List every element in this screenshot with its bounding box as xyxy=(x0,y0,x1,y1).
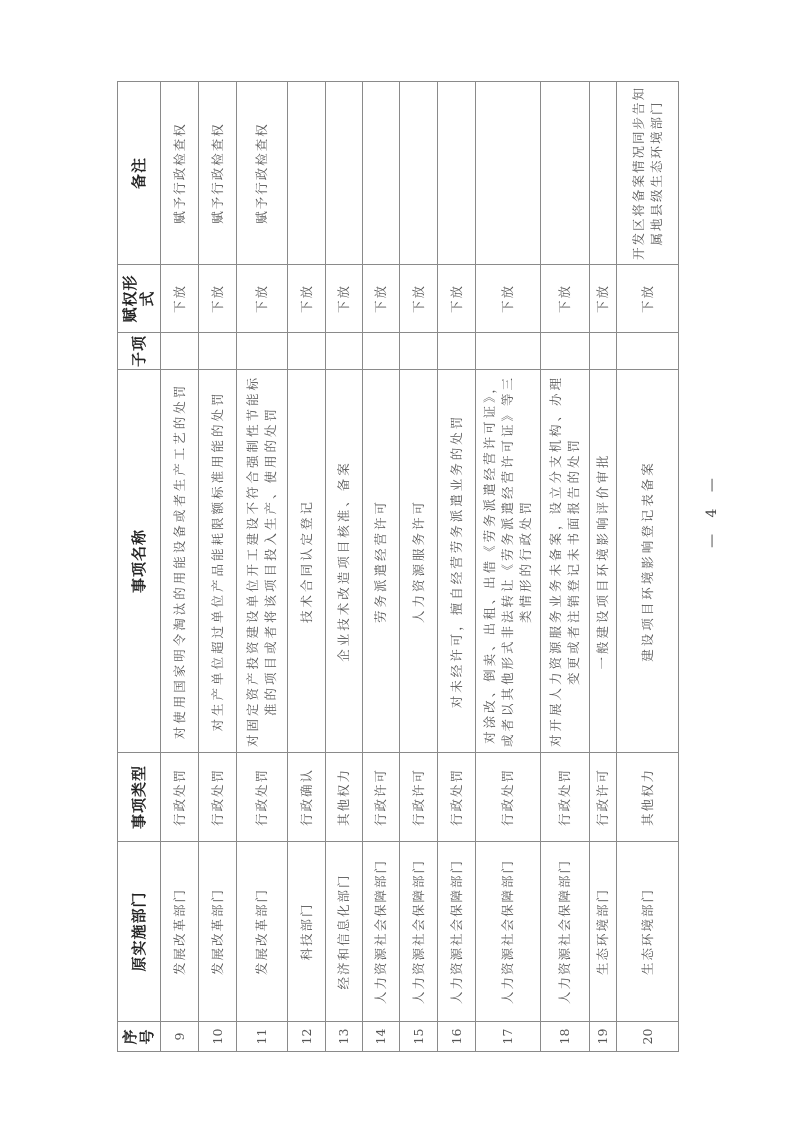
cell-seq: 17 xyxy=(476,1022,541,1052)
header-name: 事项名称 xyxy=(118,370,161,753)
cell-seq: 12 xyxy=(288,1022,326,1052)
cell-form: 下放 xyxy=(590,265,617,333)
cell-sub xyxy=(400,333,438,370)
cell-form: 下放 xyxy=(326,265,363,333)
table-row xyxy=(541,82,590,1052)
table-row xyxy=(363,82,400,1052)
cell-sub xyxy=(476,333,541,370)
table-row xyxy=(326,82,363,1052)
cell-seq: 15 xyxy=(400,1022,438,1052)
cell-name: 建设项目环境影响登记表备案 xyxy=(617,370,679,753)
cell-type: 行政处罚 xyxy=(476,753,541,842)
cell-dept: 人力资源社会保障部门 xyxy=(476,842,541,1022)
cell-form: 下放 xyxy=(288,265,326,333)
cell-type: 行政许可 xyxy=(363,753,400,842)
table-row xyxy=(400,82,438,1052)
cell-seq: 9 xyxy=(161,1022,199,1052)
cell-seq: 10 xyxy=(199,1022,237,1052)
cell-dept: 科技部门 xyxy=(288,842,326,1022)
cell-note xyxy=(326,82,363,265)
cell-type: 行政确认 xyxy=(288,753,326,842)
cell-sub xyxy=(617,333,679,370)
cell-sub xyxy=(326,333,363,370)
cell-name: 对使用国家明令淘汰的用能设备或者生产工艺的处罚 xyxy=(161,370,199,753)
cell-name: 对涂改、倒卖、出租、出借《劳务派遣经营许可证》，或者以其他形式非法转让《劳务派遣经营许可证》等三类情形的行政处罚 xyxy=(476,370,541,753)
table-row xyxy=(438,82,476,1052)
cell-note xyxy=(400,82,438,265)
rotated-table-wrapper xyxy=(117,82,678,1052)
cell-seq: 13 xyxy=(326,1022,363,1052)
table-row xyxy=(161,82,199,1052)
cell-type: 行政许可 xyxy=(590,753,617,842)
cell-sub xyxy=(237,333,288,370)
cell-note: 开发区将备案情况同步告知属地县级生态环境部门 xyxy=(617,82,679,265)
cell-type: 其他权力 xyxy=(617,753,679,842)
cell-sub xyxy=(288,333,326,370)
cell-seq: 20 xyxy=(617,1022,679,1052)
table-row xyxy=(288,82,326,1052)
cell-form: 下放 xyxy=(161,265,199,333)
cell-note xyxy=(438,82,476,265)
page-number: — 4 — xyxy=(704,472,720,548)
cell-form: 下放 xyxy=(363,265,400,333)
cell-form: 下放 xyxy=(400,265,438,333)
cell-name: 对生产单位超过单位产品能耗限额标准用能的处罚 xyxy=(199,370,237,753)
header-dept: 原实施部门 xyxy=(118,842,161,1022)
cell-form: 下放 xyxy=(199,265,237,333)
cell-type: 行政处罚 xyxy=(237,753,288,842)
cell-dept: 生态环境部门 xyxy=(617,842,679,1022)
cell-dept: 发展改革部门 xyxy=(199,842,237,1022)
cell-note: 赋予行政检查权 xyxy=(161,82,199,265)
cell-name: 劳务派遣经营许可 xyxy=(363,370,400,753)
cell-note xyxy=(590,82,617,265)
header-type: 事项类型 xyxy=(118,753,161,842)
cell-sub xyxy=(438,333,476,370)
cell-form: 下放 xyxy=(237,265,288,333)
cell-dept: 人力资源社会保障部门 xyxy=(438,842,476,1022)
cell-seq: 18 xyxy=(541,1022,590,1052)
cell-name: 人力资源服务许可 xyxy=(400,370,438,753)
header-form: 赋权形式 xyxy=(118,265,161,333)
cell-name: 企业技术改造项目核准、备案 xyxy=(326,370,363,753)
cell-type: 行政许可 xyxy=(400,753,438,842)
cell-sub xyxy=(161,333,199,370)
cell-type: 其他权力 xyxy=(326,753,363,842)
cell-name: 技术合同认定登记 xyxy=(288,370,326,753)
cell-dept: 人力资源社会保障部门 xyxy=(541,842,590,1022)
cell-sub xyxy=(363,333,400,370)
header-seq: 序号 xyxy=(118,1022,161,1052)
cell-dept: 经济和信息化部门 xyxy=(326,842,363,1022)
cell-form: 下放 xyxy=(438,265,476,333)
cell-seq: 14 xyxy=(363,1022,400,1052)
cell-seq: 16 xyxy=(438,1022,476,1052)
cell-name: 对开展人力资源服务业务未备案，设立分支机构、办理变更或者注销登记未书面报告的处罚 xyxy=(541,370,590,753)
delegation-table xyxy=(117,81,679,1052)
cell-note xyxy=(476,82,541,265)
cell-name: 对固定资产投资建设单位开工建设不符合强制性节能标准的项目或者将该项目投入生产、使用的处罚 xyxy=(237,370,288,753)
cell-type: 行政处罚 xyxy=(161,753,199,842)
cell-note: 赋予行政检查权 xyxy=(199,82,237,265)
cell-name: 一般建设项目环境影响评价审批 xyxy=(590,370,617,753)
cell-dept: 发展改革部门 xyxy=(161,842,199,1022)
cell-sub xyxy=(541,333,590,370)
cell-form: 下放 xyxy=(476,265,541,333)
cell-note xyxy=(541,82,590,265)
cell-dept: 发展改革部门 xyxy=(237,842,288,1022)
cell-form: 下放 xyxy=(541,265,590,333)
table-row xyxy=(590,82,617,1052)
cell-sub xyxy=(199,333,237,370)
cell-note: 赋予行政检查权 xyxy=(237,82,288,265)
header-note: 备注 xyxy=(118,82,161,265)
header-sub: 子项 xyxy=(118,333,161,370)
cell-dept: 生态环境部门 xyxy=(590,842,617,1022)
table-row xyxy=(617,82,679,1052)
cell-name: 对未经许可，擅自经营劳务派遣业务的处罚 xyxy=(438,370,476,753)
cell-form: 下放 xyxy=(617,265,679,333)
cell-note xyxy=(363,82,400,265)
cell-seq: 11 xyxy=(237,1022,288,1052)
cell-seq: 19 xyxy=(590,1022,617,1052)
cell-dept: 人力资源社会保障部门 xyxy=(363,842,400,1022)
table-row xyxy=(476,82,541,1052)
table-row xyxy=(237,82,288,1052)
cell-note xyxy=(288,82,326,265)
cell-sub xyxy=(590,333,617,370)
cell-type: 行政处罚 xyxy=(438,753,476,842)
header-row xyxy=(118,82,161,1052)
cell-dept: 人力资源社会保障部门 xyxy=(400,842,438,1022)
table-row xyxy=(199,82,237,1052)
cell-type: 行政处罚 xyxy=(199,753,237,842)
cell-type: 行政处罚 xyxy=(541,753,590,842)
